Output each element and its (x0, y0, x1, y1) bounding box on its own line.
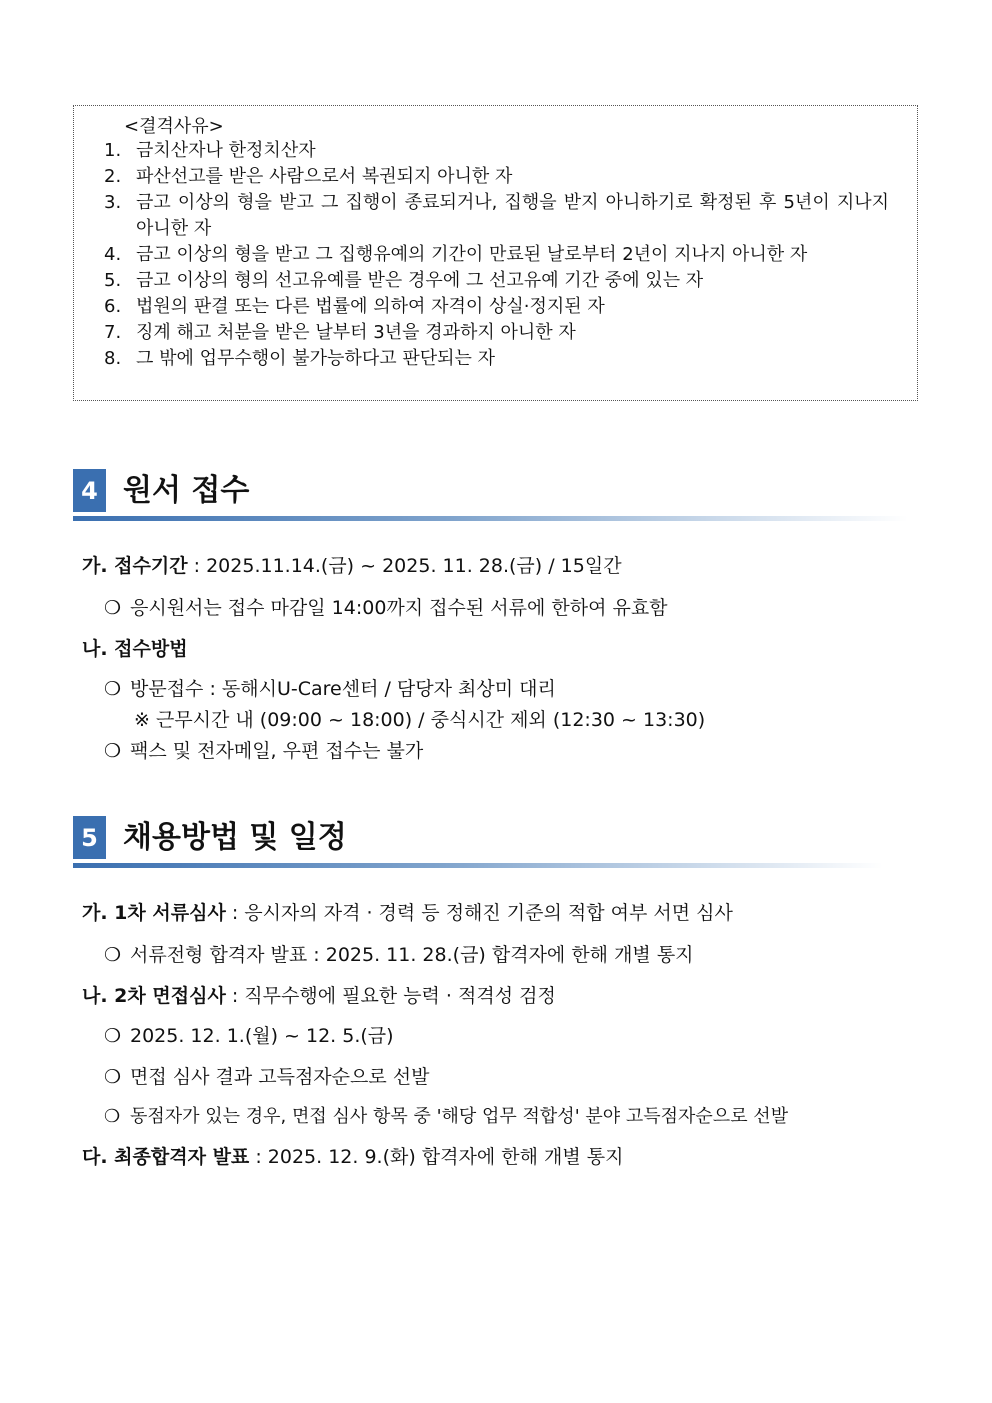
section-title: 원서 접수 (123, 473, 250, 508)
item-value: : 2025. 12. 9.(화) 합격자에 한해 개별 통지 (249, 1146, 624, 1168)
circle-bullet-icon: ❍ (104, 1106, 121, 1127)
circle-bullet-icon: ❍ (104, 1066, 122, 1088)
list-item (104, 242, 889, 268)
item-label: 가. 1차 서류심사 (82, 902, 226, 924)
item-number: 2. (104, 166, 122, 187)
item-value: : 응시자의 자격 · 경력 등 정해진 기준의 적합 여부 서면 심사 (225, 902, 733, 924)
item-text: 징계 해고 처분을 받은 날부터 3년을 경과하지 아니한 자 (136, 322, 576, 343)
bullet-text: 응시원서는 접수 마감일 14:00까지 접수된 서류에 한하여 유효함 (130, 597, 668, 619)
circle-bullet-icon: ❍ (104, 1025, 122, 1047)
bullet-line (104, 593, 668, 620)
item-number: 1. (104, 140, 122, 161)
list-item (104, 138, 889, 164)
interview-screening (82, 981, 556, 1008)
section-divider (73, 863, 883, 868)
disqualification-heading: <결격사유> (124, 116, 224, 137)
circle-bullet-icon: ❍ (104, 740, 122, 762)
item-number: 4. (104, 244, 122, 265)
disqualification-list (104, 138, 889, 372)
item-text: 금고 이상의 형의 선고유예를 받은 경우에 그 선고유예 기간 중에 있는 자 (136, 270, 704, 291)
bullet-line (104, 674, 556, 701)
section-divider (73, 516, 908, 521)
item-label: 나. 2차 면접심사 (82, 985, 226, 1007)
section-number-badge: 5 (73, 816, 106, 859)
circle-bullet-icon: ❍ (104, 678, 122, 700)
item-text: 파산선고를 받은 사람으로서 복권되지 아니한 자 (136, 166, 513, 187)
section-number-badge: 4 (73, 469, 106, 512)
reception-period (82, 551, 622, 578)
note-line: ※ 근무시간 내 (09:00 ~ 18:00) / 중식시간 제외 (12:30 ~ 13:30) (134, 709, 706, 731)
item-text: 금치산자나 한정치산자 (136, 140, 316, 161)
item-label: 가. 접수기간 (82, 555, 188, 577)
item-label: 다. 최종합격자 발표 (82, 1146, 250, 1168)
bullet-text: 방문접수 : 동해시U-Care센터 / 담당자 최상미 대리 (130, 678, 556, 700)
item-number: 5. (104, 270, 122, 291)
disqualification-box (73, 105, 918, 401)
item-value: : 직무수행에 필요한 능력 · 적격성 검정 (225, 985, 556, 1007)
bullet-line (104, 1062, 429, 1089)
list-item (104, 164, 889, 190)
circle-bullet-icon: ❍ (104, 944, 122, 966)
list-item (104, 268, 889, 294)
document-screening (82, 898, 733, 925)
item-text: 금고 이상의 형을 받고 그 집행유예의 기간이 만료된 날로부터 2년이 지나지 아니한 자 (136, 244, 808, 265)
bullet-text: 팩스 및 전자메일, 우편 접수는 불가 (130, 740, 424, 762)
item-text: 금고 이상의 형을 받고 그 집행이 종료되거나, 집행을 받지 아니하기로 확정된 후 5년이 지나지 아니한 자 (136, 192, 889, 239)
bullet-text: 동점자가 있는 경우, 면접 심사 항목 중 '해당 업무 적합성' 분야 고득점자순으로 선발 (130, 1106, 789, 1127)
item-text: 법원의 판결 또는 다른 법률에 의하여 자격이 상실·정지된 자 (136, 296, 605, 317)
bullet-line (104, 1102, 788, 1128)
bullet-line (104, 736, 423, 763)
item-number: 6. (104, 296, 122, 317)
item-number: 7. (104, 322, 122, 343)
bullet-text: 2025. 12. 1.(월) ~ 12. 5.(금) (130, 1025, 394, 1047)
list-item (104, 320, 889, 346)
bullet-line (104, 940, 694, 967)
bullet-line (104, 1021, 394, 1048)
bullet-text: 면접 심사 결과 고득점자순으로 선발 (130, 1066, 430, 1088)
final-announcement (82, 1142, 623, 1169)
list-item (104, 190, 889, 242)
item-number: 3. (104, 192, 122, 213)
circle-bullet-icon: ❍ (104, 597, 122, 619)
section-title: 채용방법 및 일정 (123, 820, 347, 855)
list-item (104, 294, 889, 320)
list-item (104, 346, 889, 372)
reception-method-label: 나. 접수방법 (82, 638, 188, 660)
item-text: 그 밖에 업무수행이 불가능하다고 판단되는 자 (136, 348, 495, 369)
bullet-text: 서류전형 합격자 발표 : 2025. 11. 28.(금) 합격자에 한해 개별 통지 (130, 944, 694, 966)
item-value: : 2025.11.14.(금) ~ 2025. 11. 28.(금) / 15일간 (187, 555, 622, 577)
item-number: 8. (104, 348, 122, 369)
